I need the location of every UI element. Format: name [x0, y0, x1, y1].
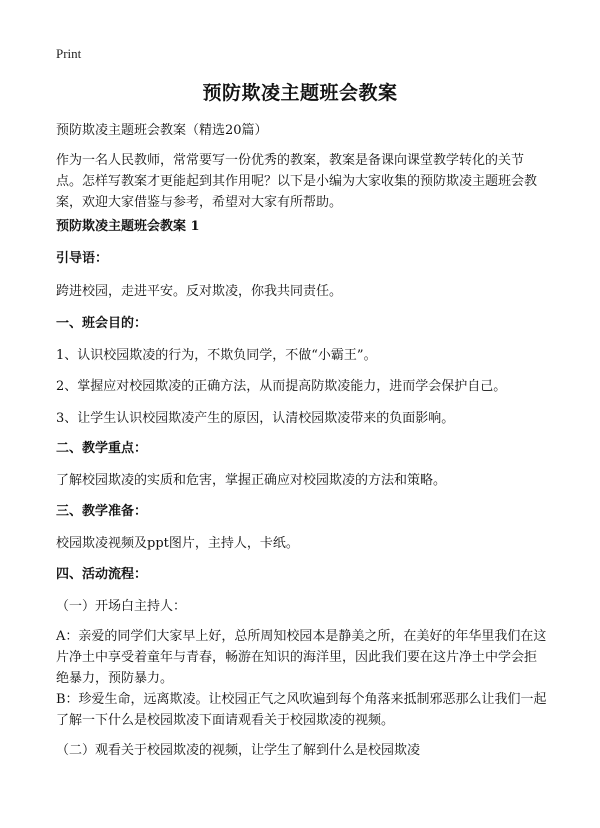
prep-heading: 三、教学准备：: [56, 504, 148, 519]
goal-item-1: 1、认识校园欺凌的行为，不欺负同学，不做“小霸王”。: [56, 348, 377, 363]
flow-item-1: （一）开场白主持人：: [56, 599, 187, 614]
goal-heading: 一、班会目的：: [56, 316, 148, 331]
section-heading: 预防欺凌主题班会教案 1: [56, 219, 200, 234]
goal-item-2: 2、掌握应对校园欺凌的正确方法，从而提高防欺凌能力，进而学会保护自己。: [56, 379, 507, 394]
document-title: 预防欺凌主题班会教案: [202, 82, 398, 104]
lead-label: 引导语：: [56, 251, 109, 266]
intro-paragraph: 作为一名人民教师，常常要写一份优秀的教案，教案是备课向课堂教学转化的关节点。怎样写教案才更能起到其作用呢？以下是小编为大家收集的预防欺凌主题班会教案，欢迎大家借鉴与参考，希望对大家有所帮助。: [56, 153, 538, 210]
prep-text: 校园欺凌视频及ppt图片，主持人，卡纸。: [56, 536, 299, 551]
flow-heading: 四、活动流程：: [56, 567, 148, 582]
focus-heading: 二、教学重点：: [56, 441, 148, 456]
focus-text: 了解校园欺凌的实质和危害，掌握正确应对校园欺凌的方法和策略。: [56, 473, 447, 488]
lead-text: 跨进校园，走进平安。反对欺凌，你我共同责任。: [56, 284, 343, 299]
flow-item-2: （二）观看关于校园欺凌的视频，让学生了解到什么是校园欺凌: [56, 743, 421, 758]
goal-item-3: 3、让学生认识校园欺凌产生的原因，认清校园欺凌带来的负面影响。: [56, 411, 455, 426]
print-link[interactable]: Print: [56, 46, 82, 61]
document-subtitle: 预防欺凌主题班会教案（精选20篇）: [56, 123, 268, 138]
host-b-paragraph: B：珍爱生命，远离欺凌。让校园正气之风吹遍到每个角落来抵制邪恶那么让我们一起了解一下什么是校园欺凌下面请观看关于校园欺凌的视频。: [56, 692, 547, 728]
host-a-paragraph: A：亲爱的同学们大家早上好，总所周知校园本是静美之所，在美好的年华里我们在这片净土中享受着童年与青春，畅游在知识的海洋里，因此我们要在这片净土中学会拒绝暴力，预防暴力。: [56, 629, 547, 686]
